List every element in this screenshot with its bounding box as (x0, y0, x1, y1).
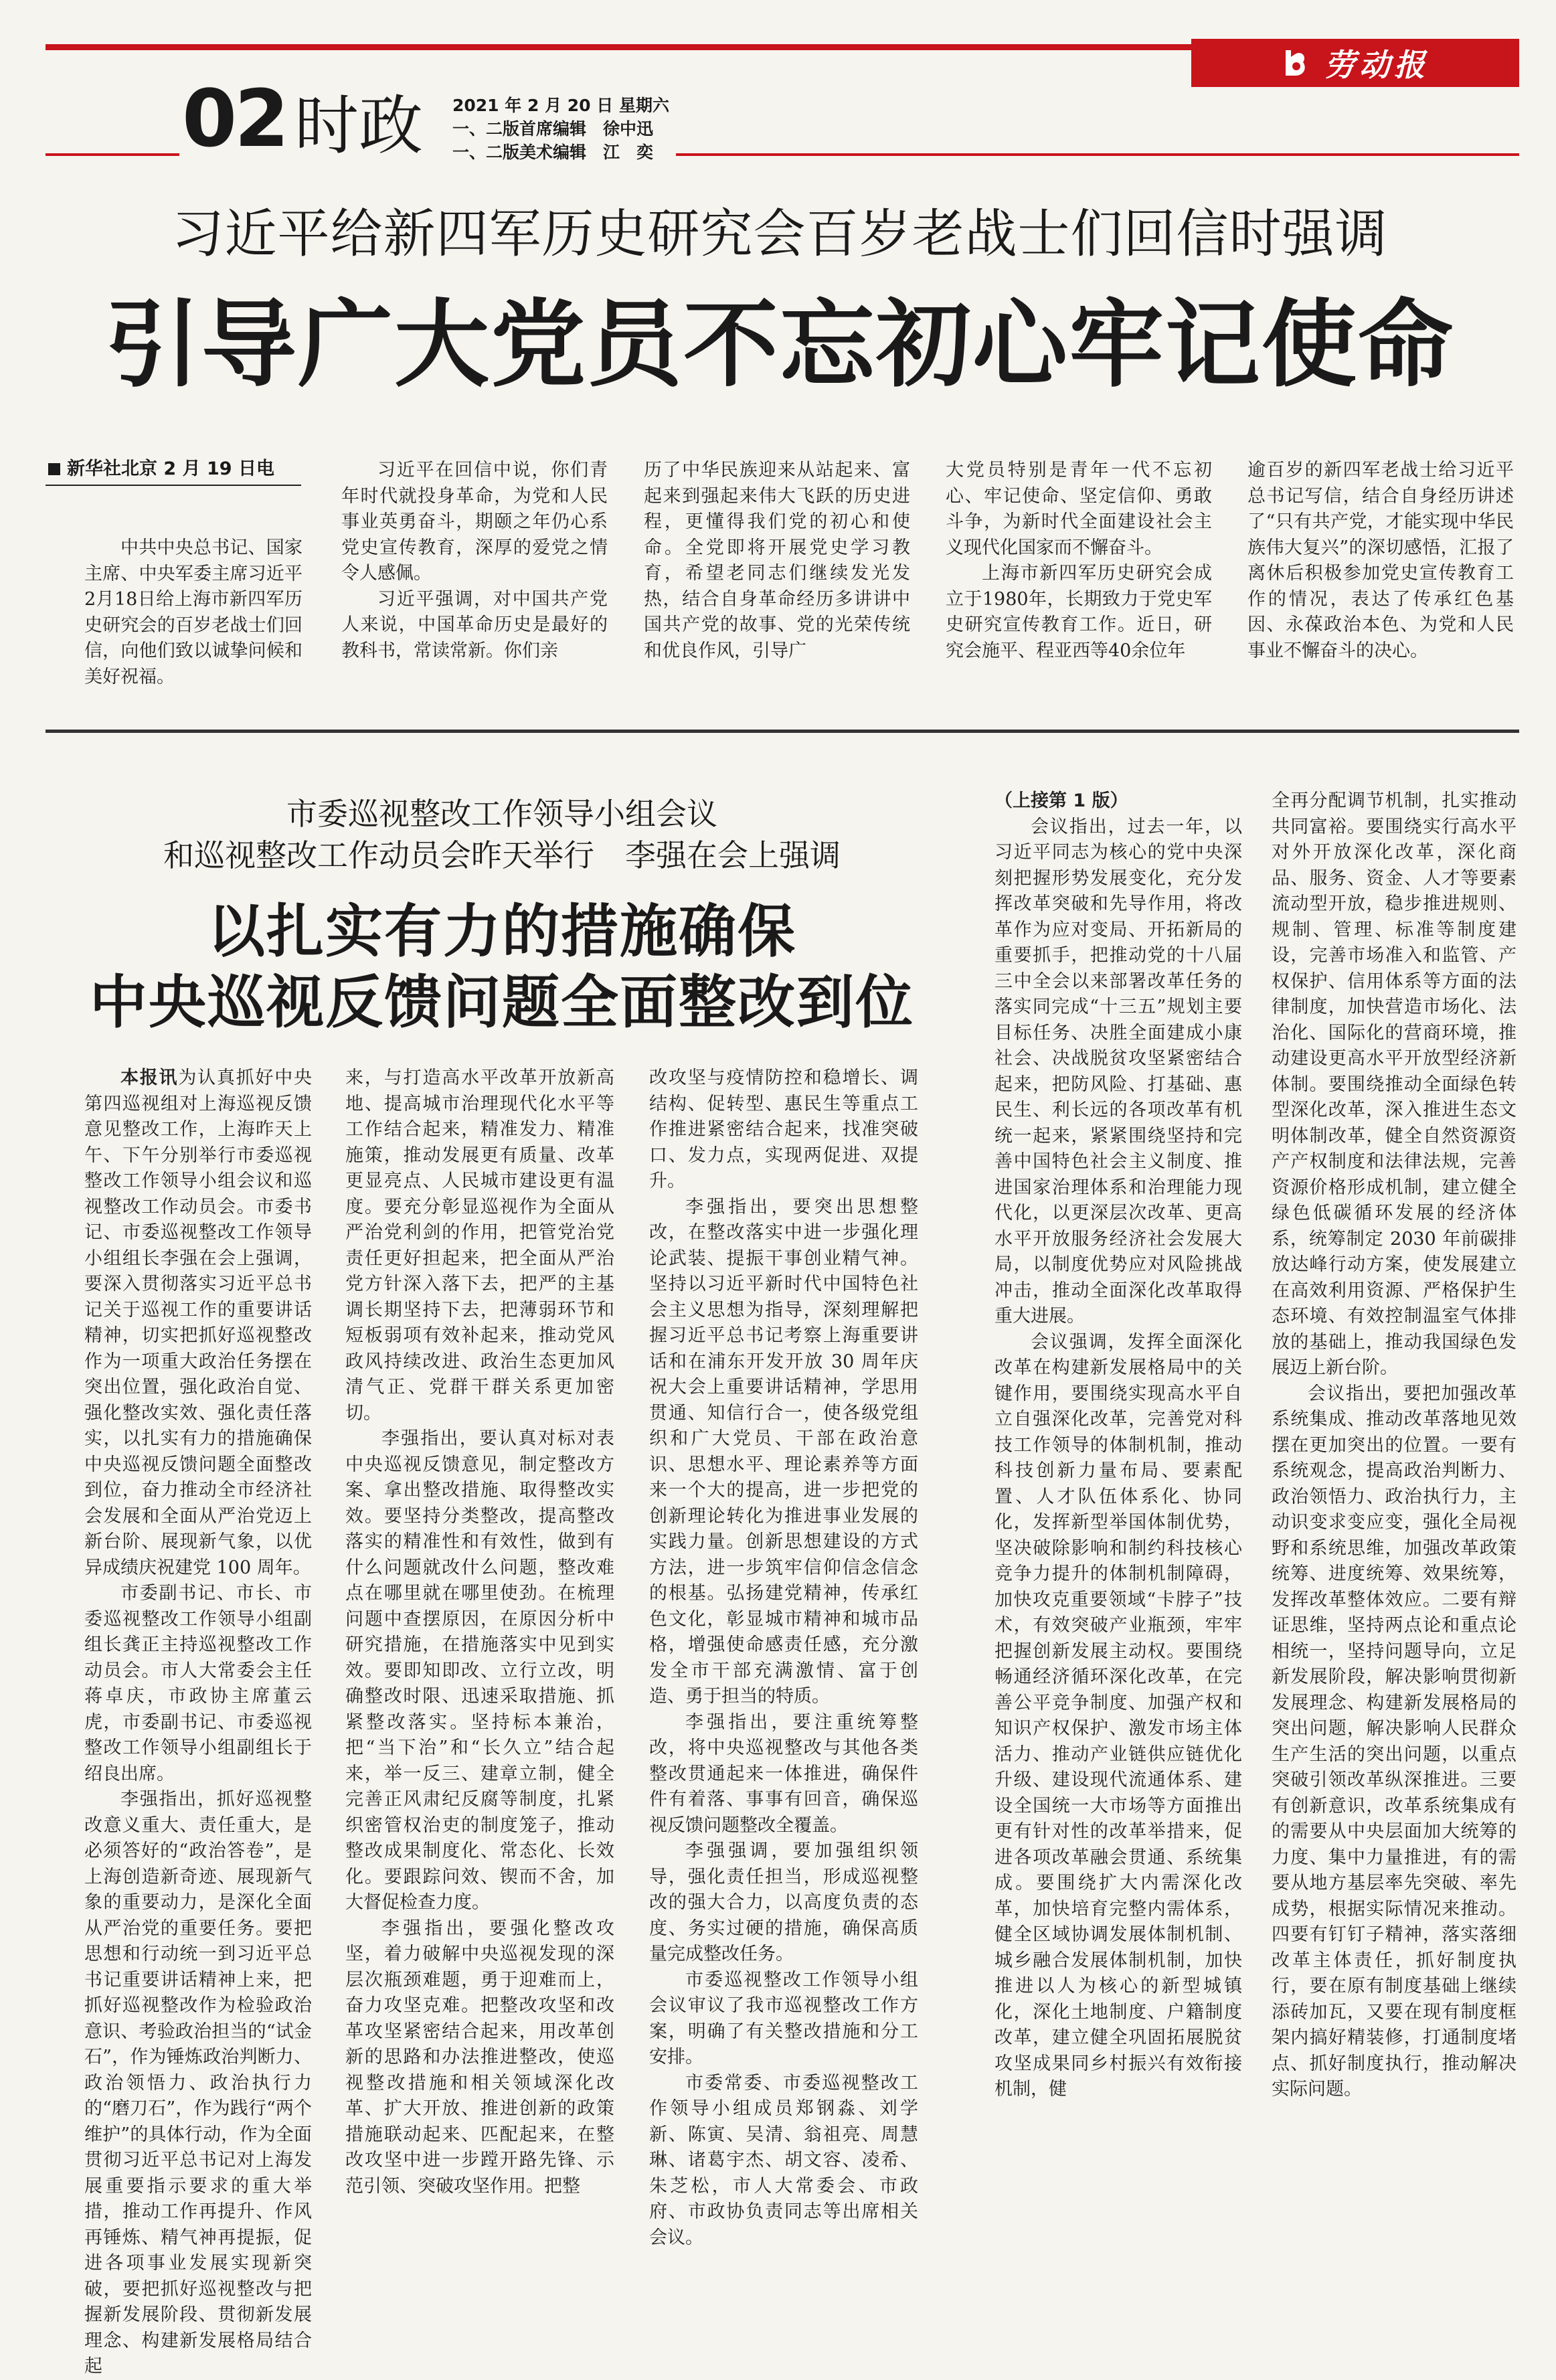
top-story-column-1 (84, 535, 302, 689)
paragraph: 逾百岁的新四军老战士给习近平总书记写信，结合自身经历讲述了“只有共产党，才能实现中华民族伟大复兴”的深切感悟，汇报了离休后积极参加党史宣传教育工作的情况，表达了传承红色基因、永葆政治本色、为党和人民事业不懈奋斗的决心。 (1247, 460, 1514, 661)
page-number: 02 (182, 72, 287, 165)
paragraph: 李强指出，抓好巡视整改意义重大、责任重大，是必须答好的“政治答卷”，是上海创造新奇迹、展现新气象的重要动力，是深化全面从严治党的重要任务。要把思想和行动统一到习近平总书记重要讲话精神上来，把抓好巡视整改作为检验政治意识、考验政治担当的“试金石”，作为锤炼政治判断力、政治领悟力、政治执行力的“磨刀石”，作为践行“两个维护”的具体行动，作为全面贯彻习近平总书记对上海发展重要指示要求的重大举措，推动工作再提升、作风再锤炼、精气神再提振，促进各项事业发展实现新突破，要把抓好巡视整改与把握新发展阶段、贯彻新发展理念、构建新发展格局结合起 (84, 1789, 312, 2377)
date-line: 2021 年 2 月 20 日 星期六 (452, 96, 669, 115)
second-story-column-1 (84, 1066, 313, 2377)
paragraph: 来，与打造高水平改革开放新高地、提高城市治理现代化水平等工作结合起来，精准发力、精准施策，推动发展更有质量、改革更显亮点、人民城市建设更有温度。要充分彰显巡视作为全面从严治党利剑的作用，把管党治党责任更好担起来，把全面从严治党方针深入落下去，把严的主基调长期坚持下去，把薄弱环节和短板弱项有效补起来，推动党风政风持续改进、政治生态更加风清气正、党群干群关系更加密切。 (345, 1068, 614, 1424)
second-story-column-3 (649, 1066, 918, 2320)
second-story-kicker-1: 市委巡视整改工作领导小组会议 (286, 796, 717, 832)
dateline-underline (46, 485, 301, 486)
lead-label: 本报讯 (120, 1068, 179, 1088)
second-story-headline-2: 中央巡视反馈问题全面整改到位 (90, 968, 914, 1036)
paragraph: 李强强调，要加强组织领导，强化责任担当，形成巡视整改的强大合力，以高度负责的态度、务实过硬的措施，确保高质量完成整改任务。 (649, 1841, 918, 1964)
section-divider (46, 730, 1519, 733)
paragraph: 习近平强调，对中国共产党人来说，中国革命历史是最好的教科书，常读常新。你们亲 (341, 588, 608, 661)
paragraph: 市委常委、市委巡视整改工作领导小组成员郑钢淼、刘学新、陈寅、吴清、翁祖亮、周慧琳、诸葛宇杰、胡文容、凌希、朱芝松，市人大常委会、市政府、市政协负责同志等出席相关会议。 (649, 2072, 918, 2248)
logo-wordmark: 劳动报 (1324, 47, 1429, 83)
top-story-subheadline: 习近平给新四军历史研究会百岁老战士们回信时强调 (171, 204, 1388, 264)
newspaper-logo[interactable] (1191, 39, 1519, 87)
chief-editor-line: 一、二版首席编辑 徐中迅 (452, 119, 654, 139)
paragraph: 历了中华民族迎来从站起来、富起来到强起来伟大飞跃的历史进程，更懂得我们党的初心和使命。全党即将开展党史学习教育，希望老同志们继续发光发热，结合自身革命经历多讲讲中国共产党的故事、党的光荣传统和优良作风，引导广 (644, 460, 910, 661)
top-story-headline: 引导广大党员不忘初心牢记使命 (105, 290, 1454, 400)
masthead-side-rule-right (676, 153, 1519, 156)
paragraph: 本报讯为认真抓好中央第四巡视组对上海巡视反馈意见整改工作，上海昨天上午、下午分别举行市委巡视整改工作领导小组会议和巡视整改工作动员会。市委书记、市委巡视整改工作领导小组组长李强在会上强调，要深入贯彻落实习近平总书记关于巡视工作的重要讲话精神，切实把抓好巡视整改作为一项重大政治任务摆在突出位置，强化政治自觉、强化整改实效、强化责任落实，以扎实有力的措施确保中央巡视反馈问题全面整改到位，奋力推动全市经济社会发展和全面从严治党迈上新台阶、展现新气象，以优异成绩庆祝建党 100 周年。 (84, 1068, 313, 1578)
paragraph: 李强指出，要认真对标对表中央巡视反馈意见，制定整改方案、拿出整改措施、取得整改实效。要坚持分类整改，提高整改落实的精准性和有效性，做到有什么问题就改什么问题，整改难点在哪里就在哪里使劲。在梳理问题中查摆原因，在原因分析中研究措施，在措施落实中见到实效。要即知即改、立行立改，明确整改时限、迅速采取措施、抓紧整改落实。坚持标本兼治，把“当下治”和“长久立”结合起来，举一反三、建章立制，健全完善正风肃纪反腐等制度，扎紧织密管权治吏的制度笼子，推动整改成果制度化、常态化、长效化。要跟踪问效、锲而不舍，加大督促检查力度。 (345, 1428, 614, 1913)
top-story-dateline: 新华社北京 2 月 19 日电 (67, 458, 274, 479)
paragraph: 李强指出，要强化整改攻坚，着力破解中央巡视发现的深层次瓶颈难题，勇于迎难而上，奋力攻坚克难。把整改攻坚和改革攻坚紧密结合起来，用改革创新的思路和办法推进整改，使巡视整改措施和相关领域深化改革、扩大开放、推进创新的政策措施联动起来、匹配起来，在整改攻坚中进一步蹚开路先锋、示范引领、突破攻坚作用。把整 (345, 1918, 614, 2197)
paragraph: 改攻坚与疫情防控和稳增长、调结构、促转型、惠民生等重点工作推进紧密结合起来，找准突破口、发力点，实现两促进、双提升。 (649, 1068, 918, 1191)
masthead-side-rule-left (46, 153, 179, 156)
paragraph: 市委巡视整改工作领导小组会议审议了我市巡视整改工作方案，明确了有关整改措施和分工安排。 (649, 1969, 918, 2067)
paragraph: 会议强调，发挥全面深化改革在构建新发展格局中的关键作用，要围绕实现高水平自立自强深化改革，完善党对科技工作领导的体制机制，推动科技创新力量布局、要素配置、人才队伍体系化、协同化，发挥新型举国体制优势，坚决破除影响和制约科技核心竞争力提升的体制机制障碍，加快攻克重要领域“卡脖子”技术，有效突破产业瓶颈，牢牢把握创新发展主动权。要围绕畅通经济循环深化改革，在完善公平竞争制度、加强产权和知识产权保护、激发市场主体活力、推动产业链供应链优化升级、建设现代流通体系、建设全国统一大市场等方面推出更有针对性的改革举措来，促进各项改革融会贯通、系统集成。要围绕扩大内需深化改革，加快培育完整内需体系，健全区域协调发展体制机制、城乡融合发展体制机制，加快推进以人为核心的新型城镇化，深化土地制度、户籍制度改革，建立健全巩固拓展脱贫攻坚成果同乡村振兴有效衔接机制，健 (995, 1331, 1242, 2100)
dateline-marker-icon (48, 463, 60, 475)
jump-label: （上接第 1 版） (995, 790, 1128, 811)
paragraph: 会议指出，过去一年，以习近平同志为核心的党中央深刻把握形势发展变化，充分发挥改革突破和先导作用，将改革作为应对变局、开拓新局的重要抓手，把推动党的十八届三中全会以来部署改革任务的落实同完成“十三五”规划主要目标任务、决胜全面建成小康社会、决战脱贫攻坚紧密结合起来，把防风险、打基础、惠民生、利长远的各项改革有机统一起来，紧紧围绕坚持和完善中国特色社会主义制度、推进国家治理体系和治理能力现代化，以更深层次改革、更高水平开放服务经济社会发展大局，以制度优势应对风险挑战冲击，推动全面深化改革取得重大进展。 (995, 816, 1242, 1327)
second-story-kicker-2: 和巡视整改工作动员会昨天举行 李强在会上强调 (163, 837, 841, 873)
section-name: 时政 (294, 88, 423, 163)
top-story-column-2 (341, 458, 608, 689)
paragraph: 全再分配调节机制，扎实推动共同富裕。要围绕实行高水平对外开放深化改革，深化商品、服务、资金、人才等要素流动型开放，稳步推进规则、规制、管理、标准等制度建设，完善市场准入和监管、产权保护、信用体系等方面的法律制度，加快营造市场化、法治化、国际化的营商环境，推动建设更高水平开放型经济新体制。要围绕推动全面绿色转型深化改革，深入推进生态文明体制改革，健全自然资源资产产权制度和法律法规，完善资源价格形成机制，建立健全绿色低碳循环发展的经济体系，统筹制定 2030 年前碳排放达峰行动方案，使发展建立在高效利用资源、严格保护生态环境、有效控制温室气体排放的基础上，推动我国绿色发展迈上新台阶。 (1272, 790, 1517, 1378)
continued-column-1 (995, 788, 1242, 2320)
paragraph: 市委副书记、市长、市委巡视整改工作领导小组副组长龚正主持巡视整改工作动员会。市人大常委会主任蒋卓庆，市政协主席董云虎，市委副书记、市委巡视整改工作领导小组副组长于绍良出席。 (84, 1583, 312, 1784)
top-story-column-3 (644, 458, 910, 689)
paragraph: 大党员特别是青年一代不忘初心、牢记使命、坚定信仰、勇敢斗争，为新时代全面建设社会主义现代化国家而不懈奋斗。 (946, 460, 1212, 558)
paragraph: 习近平在回信中说，你们青年时代就投身革命，为党和人民事业英勇奋斗，期颐之年仍心系党史宣传教育，深厚的爱党之情令人感佩。 (341, 460, 608, 584)
paragraph: 李强指出，要突出思想整改，在整改落实中进一步强化理论武装、提振干事创业精气神。坚持以习近平新时代中国特色社会主义思想为指导，深刻理解把握习近平总书记考察上海重要讲话和在浦东开发开放 30 周年庆祝大会上重要讲话精神，学思用贯通、知信行合一，使各级党组织和广大党员、干部在政治意识、思想水平、理论素养等方面来一个大的提高，进一步把党的创新理论转化为推进事业发展的实践力量。创新思想建设的方式方法，进一步筑牢信仰信念信念的根基。弘扬建党精神，传承红色文化，彰显城市精神和城市品格，增强使命感责任感，充分激发全市干部充满激情、富于创造、勇于担当的特质。 (649, 1196, 918, 1707)
art-editor-line: 一、二版美术编辑 江 奕 (452, 143, 654, 162)
logo-emblem-icon (1282, 48, 1310, 78)
second-story-column-2 (345, 1066, 614, 2320)
paragraph: 李强指出，要注重统筹整改，将中央巡视整改与其他各类整改贯通起来一体推进，确保件件有着落、事事有回音，确保巡视反馈问题整改全覆盖。 (649, 1711, 918, 1836)
top-story-column-4 (946, 458, 1212, 689)
paragraph: 上海市新四军历史研究会成立于1980年，长期致力于党史军史研究宣传教育工作。近日，研究会施平、程亚西等40余位年 (946, 563, 1212, 661)
paragraph: 会议指出，要把加强改革系统集成、推动改革落地见效摆在更加突出的位置。一要有系统观念，提高政治判断力、政治领悟力、政治执行力，主动识变求变应变，强化全局视野和系统思维，加强改革政策统筹、进度统筹、效果统筹，发挥改革整体效应。二要有辩证思维，坚持两点论和重点论相统一，坚持问题导向，立足新发展阶段，解决影响贯彻新发展理念、构建新发展格局的突出问题，解决影响人民群众生产生活的突出问题，以重点突破引领改革纵深推进。三要有创新意识，改革系统集成有的需要从中央层面加大统筹的力度、集中力量推进，有的需要从地方基层率先突破、率先成势，根据实际情况来推动。四要有钉钉子精神，落实落细改革主体责任，抓好制度执行，要在原有制度基础上继续添砖加瓦，又要在现有制度框架内搞好精装修，打通制度堵点、抓好制度执行，推动解决实际问题。 (1272, 1383, 1517, 2100)
masthead-top-rule (46, 44, 1203, 50)
continued-column-2 (1272, 788, 1517, 2320)
top-story-column-5 (1247, 458, 1514, 689)
paragraph: 中共中央总书记、国家主席、中央军委主席习近平2月18日给上海市新四军历史研究会的百岁老战士们回信，向他们致以诚挚问候和美好祝福。 (84, 537, 302, 687)
second-story-headline-1: 以扎实有力的措施确保 (207, 898, 796, 965)
